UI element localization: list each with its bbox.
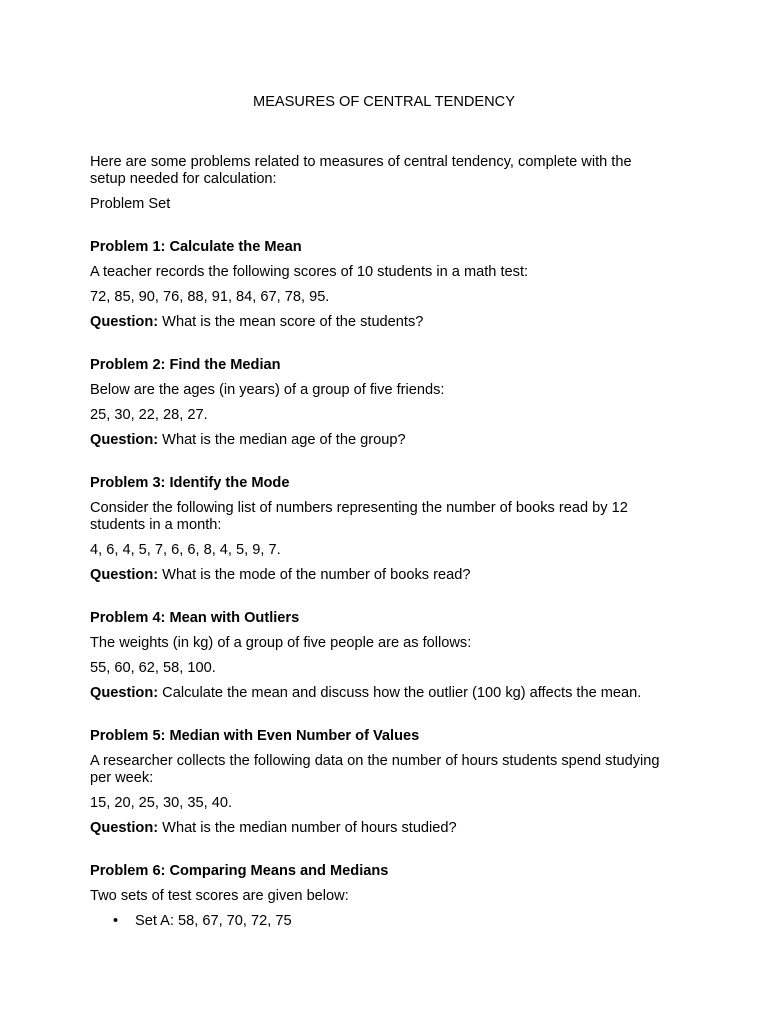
problem-heading: Problem 1: Calculate the Mean: [90, 239, 302, 255]
question-label: Question:: [90, 432, 159, 448]
problem-data: 72, 85, 90, 76, 88, 91, 84, 67, 78, 95.: [90, 289, 330, 305]
problem-2: [90, 357, 670, 449]
problem-3: [90, 475, 670, 584]
problem-data: 4, 6, 4, 5, 7, 6, 6, 8, 4, 5, 9, 7.: [90, 542, 281, 558]
problem-data: 25, 30, 22, 28, 27.: [90, 407, 208, 423]
problem-heading: Problem 2: Find the Median: [90, 357, 281, 373]
problem-set-label: Problem Set: [90, 196, 171, 212]
problem-question: [90, 685, 670, 702]
problem-heading: Problem 6: Comparing Means and Medians: [90, 863, 389, 879]
problem-data: 55, 60, 62, 58, 100.: [90, 660, 216, 676]
question-label: Question:: [90, 567, 159, 583]
question-text: What is the median age of the group?: [162, 432, 406, 448]
question-text: What is the median number of hours studied?: [162, 820, 457, 836]
problem-heading: Problem 5: Median with Even Number of Values: [90, 728, 420, 744]
problem-description: Consider the following list of numbers representing the number of books read by 12 students in a month:: [90, 500, 628, 533]
problem-description: A researcher collects the following data on the number of hours students spend studying per week:: [90, 753, 660, 786]
intro-paragraph: Here are some problems related to measures of central tendency, complete with the setup needed for calculation:: [90, 154, 632, 187]
problem-description: The weights (in kg) of a group of five people are as follows:: [90, 635, 472, 651]
document-body: [90, 154, 670, 956]
problem-5: [90, 728, 670, 837]
problem-6: [90, 863, 670, 930]
problem-question: [90, 432, 670, 449]
question-text: Calculate the mean and discuss how the outlier (100 kg) affects the mean.: [162, 685, 642, 701]
problem-description: Two sets of test scores are given below:: [90, 888, 349, 904]
problem-description: Below are the ages (in years) of a group of five friends:: [90, 382, 445, 398]
set-list: [90, 913, 670, 930]
question-label: Question:: [90, 314, 159, 330]
problem-data: 15, 20, 25, 30, 35, 40.: [90, 795, 232, 811]
problem-description: A teacher records the following scores of 10 students in a math test:: [90, 264, 529, 280]
problem-4: [90, 610, 670, 702]
problem-heading: Problem 3: Identify the Mode: [90, 475, 290, 491]
question-label: Question:: [90, 820, 159, 836]
problem-question: [90, 314, 670, 331]
question-text: What is the mean score of the students?: [162, 314, 424, 330]
document-title: MEASURES OF CENTRAL TENDENCY: [253, 94, 515, 110]
problem-question: [90, 567, 670, 584]
question-label: Question:: [90, 685, 159, 701]
problem-question: [90, 820, 670, 837]
problem-heading: Problem 4: Mean with Outliers: [90, 610, 300, 626]
problem-1: [90, 239, 670, 331]
list-item: • Set A: 58, 67, 70, 72, 75: [135, 913, 670, 930]
question-text: What is the mode of the number of books read?: [162, 567, 471, 583]
